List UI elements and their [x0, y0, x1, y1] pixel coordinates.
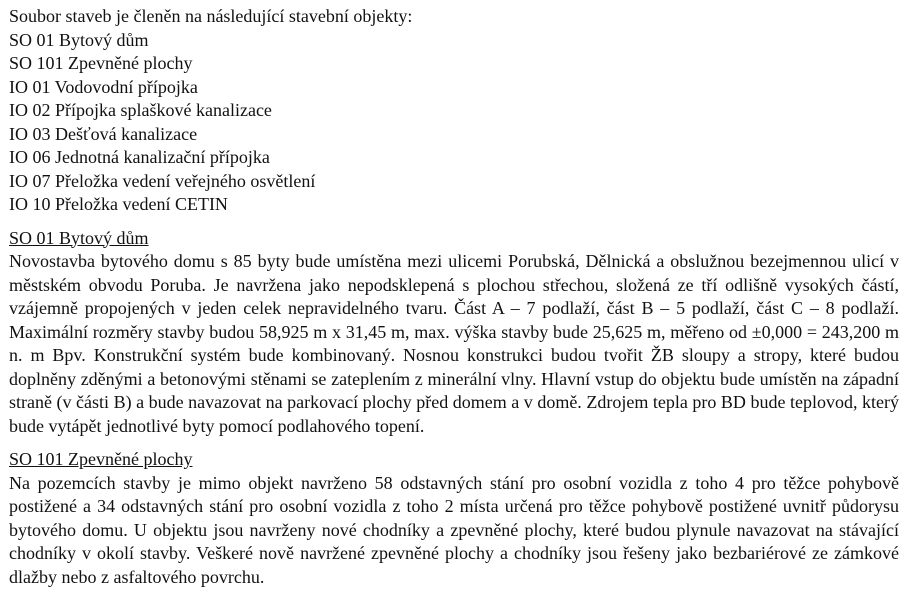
- spacer: [9, 217, 899, 223]
- section-so01: [9, 227, 899, 439]
- object-list-item: SO 101 Zpevněné plochy: [9, 53, 193, 73]
- object-list-item: IO 10 Přeložka vedení CETIN: [9, 194, 228, 214]
- section-text-so01: Novostavba bytového domu s 85 byty bude umístěna mezi ulicemi Porubská, Dělnická a obslužnou bezejmennou ulicí v městském obvodu Poruba. Je navržena jako nepodsklepená s plochou střechou, složená ze tří odlišně vysokých částí, vzájemně propojených v jeden celek nepravidelného tvaru. Část A – 7 podlaží, část B – 5 podlaží, část C – 8 podlaží. Maximální rozměry stavby budou 58,925 m x 31,45 m, max. výška stavby bude 25,625 m, měřeno od ±0,000 = 243,200 m n. m Bpv. Konstrukční systém bude kombinovaný. Nosnou konstrukci budou tvořit ŽB sloupy a stropy, které budou doplněny zděnými a betonovými stěnami se zateplením z minerální vlny. Hlavní vstup do objektu bude umístěn na západní straně (v části B) a bude navazovat na parkovací plochy před domem a v domě. Zdrojem tepla pro BD bude teplovod, který bude vytápět jednotlivé byty pomocí podlahového topení.: [9, 251, 899, 436]
- document-page: [9, 5, 899, 589]
- section-heading-so01: SO 01 Bytový dům: [9, 227, 149, 248]
- object-list-item: IO 02 Přípojka splaškové kanalizace: [9, 100, 272, 120]
- section-heading-so101: SO 101 Zpevněné plochy: [9, 449, 193, 469]
- object-list-item: IO 01 Vodovodní přípojka: [9, 76, 198, 97]
- object-list-item: IO 06 Jednotná kanalizační přípojka: [9, 147, 270, 167]
- object-list: [9, 29, 899, 217]
- section-so101: [9, 448, 899, 589]
- object-list-item: IO 07 Přeložka vedení veřejného osvětlení: [9, 170, 316, 191]
- object-list-item: IO 03 Dešťová kanalizace: [9, 123, 198, 144]
- spacer: [9, 438, 899, 444]
- section-text-so101: Na pozemcích stavby je mimo objekt navrženo 58 odstavných stání pro osobní vozidla z toho 4 pro těžce pohybově postižené a 34 odstavných stání pro osobní vozidla z toho 2 místa určená pro těžce pohybově postižené uvnitř půdorysu bytového domu. U objektu jsou navrženy nové chodníky a zpevněné plochy, které budou plynule navazovat na stávající chodníky v okolí stavby. Veškeré nově navržené zpevněné plochy a chodníky jsou řešeny jako bezbariérové ze zámkové dlažby nebo z asfaltového povrchu.: [9, 472, 899, 587]
- object-list-item: SO 01 Bytový dům: [9, 29, 149, 50]
- intro-line: Soubor staveb je členěn na následující stavební objekty:: [9, 6, 413, 26]
